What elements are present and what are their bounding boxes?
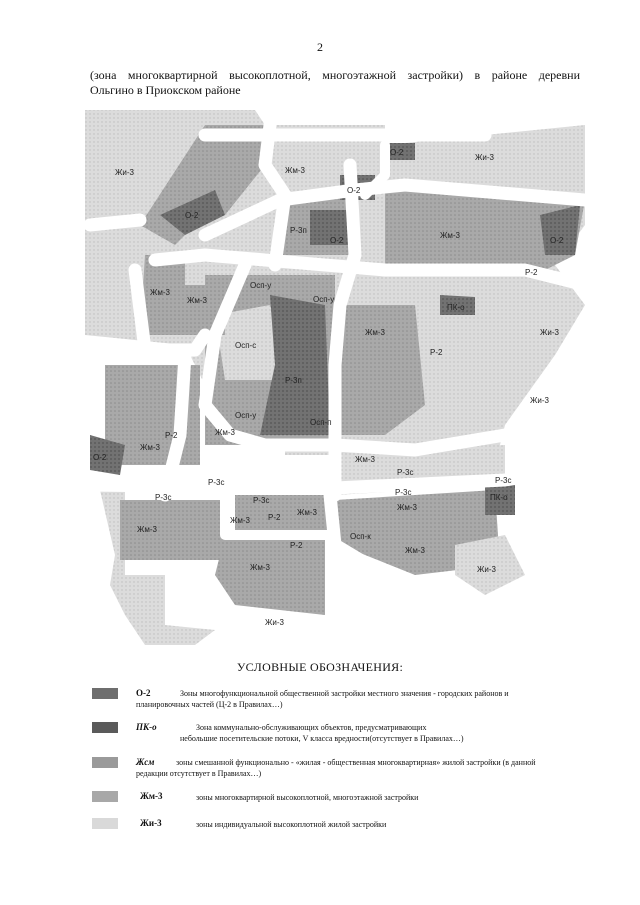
label-p3c-south-center: Р-3с: [253, 496, 270, 505]
legend-desc-line-1: зоны индивидуальной высокоплотной жилой застройки: [196, 820, 387, 829]
label-osp-u-center: Осп-у: [235, 411, 257, 420]
legend-code: ПК-о: [136, 722, 157, 732]
label-p2-south-b: Р-2: [290, 541, 303, 550]
label-zhi3-east-lower: Жи-3: [530, 396, 549, 405]
label-zhi3-south-west: Жи-3: [265, 618, 284, 627]
label-osp-c: Осп-с: [235, 341, 257, 350]
label-osp-k: Осп-к: [350, 532, 371, 541]
legend-desc-line-1: Зона коммунально-обслуживающих объектов, предусматривающих: [196, 723, 427, 732]
legend-swatch-o2: [92, 688, 118, 699]
page-number: 2: [317, 40, 323, 54]
legend-code: Жсм: [136, 757, 155, 767]
legend-desc-line-2: редакции отсутствует в Правилах…): [136, 769, 262, 778]
label-p3c-west: Р-3с: [208, 478, 225, 487]
label-p3c-south-west: Р-3с: [155, 493, 172, 502]
label-zhm3-south-block: Жм-3: [405, 546, 425, 555]
label-zhi3-north-west: Жи-3: [115, 168, 134, 177]
legend-desc-line-1: зоны смешанной функционально - «жилая - общественная многоквартирная» жилой застройки (в данной: [176, 758, 536, 767]
legend-desc-line-1: Зоны многофункциональной общественной застройки местного значения - городских районов и: [180, 689, 509, 698]
label-zhm3-south-east: Жм-3: [397, 503, 417, 512]
label-o2-top: О-2: [390, 148, 404, 157]
label-o2-center-north: О-2: [330, 236, 344, 245]
legend-desc-line-1: зоны многоквартирной высокоплотной, многоэтажной застройки: [196, 793, 419, 802]
label-zhi3-north-east: Жи-3: [475, 153, 494, 162]
label-zhm3-south-lower: Жм-3: [250, 563, 270, 572]
label-pk-o-north: ПК-о: [447, 303, 465, 312]
label-p3c-east: Р-3с: [397, 468, 414, 477]
label-zhm3-south-small: Жм-3: [297, 508, 317, 517]
legend-title: УСЛОВНЫЕ ОБОЗНАЧЕНИЯ:: [236, 660, 404, 674]
label-zhm3-east: Жм-3: [440, 231, 460, 240]
label-p3c-south-east: Р-3с: [395, 488, 412, 497]
label-p2-middle: Р-2: [430, 348, 443, 357]
legend-code: Жи-3: [140, 818, 162, 828]
legend-desc-line-2: планировочных частей (Ц-2 в Правилах…): [136, 700, 283, 709]
legend-swatch-pk-o: [92, 722, 118, 733]
label-zhm3-middle: Жм-3: [365, 328, 385, 337]
label-osp-p: Осп-п: [310, 418, 332, 427]
label-p3c-far-east: Р-3с: [495, 476, 512, 485]
label-o2-southwest: О-2: [93, 453, 107, 462]
caption-line-1: (зона многоквартирной высокоплотной, многоэтажной застройки) в районе деревни: [90, 68, 580, 82]
label-p2-south-a: Р-2: [268, 513, 281, 522]
legend-code: О-2: [136, 688, 151, 698]
legend-swatch-zhsm: [92, 757, 118, 768]
label-zhi3-south-east: Жи-3: [477, 565, 496, 574]
label-zhi3-east: Жи-3: [540, 328, 559, 337]
label-zhm3-west-top: Жм-3: [150, 288, 170, 297]
label-o2-east: О-2: [550, 236, 564, 245]
zoning-map: [85, 105, 585, 650]
label-zhm3-west-mid: Жм-3: [187, 296, 207, 305]
legend-desc-line-2: небольшие посетительские потоки, V класса вредности(отсутствует в Правилах…): [180, 734, 464, 743]
label-o2-north-small: О-2: [347, 186, 361, 195]
label-zhm3-north: Жм-3: [285, 166, 305, 175]
legend-swatch-zhi3: [92, 818, 118, 829]
label-zhm3-west-lower: Жм-3: [215, 428, 235, 437]
label-p2-west: Р-2: [165, 431, 178, 440]
label-zhm3-center-south: Жм-3: [355, 455, 375, 464]
label-zhm3-west-bottom: Жм-3: [140, 443, 160, 452]
label-zhm3-south-west: Жм-3: [137, 525, 157, 534]
legend-swatch-zhm3: [92, 791, 118, 802]
label-p3n-center: Р-3п: [285, 376, 302, 385]
zone-zhm3-south-block: [215, 535, 325, 615]
caption: [90, 68, 580, 98]
label-o2-northwest: О-2: [185, 211, 199, 220]
label-zhm3-south-center: Жм-3: [230, 516, 250, 525]
caption-line-2: Ольгино в Приокском районе: [90, 83, 241, 97]
legend-code: Жм-3: [140, 791, 163, 801]
label-osp-u-north-east: Осп-у: [313, 295, 335, 304]
label-pk-o-south: ПК-о: [490, 493, 508, 502]
label-p3n-north: Р-3п: [290, 226, 307, 235]
label-osp-u-north-west: Осп-у: [250, 281, 272, 290]
label-p2-north-east: Р-2: [525, 268, 538, 277]
